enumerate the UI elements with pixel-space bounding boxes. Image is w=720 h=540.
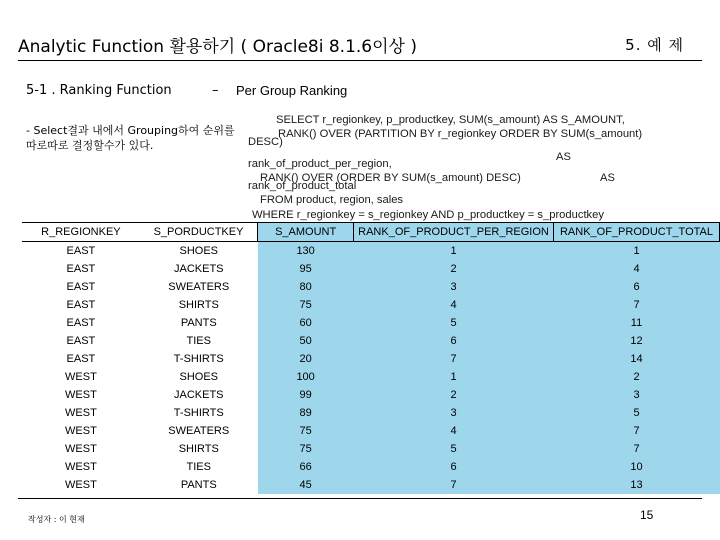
cell-product: SWEATERS [168,281,230,293]
results-table [22,222,720,494]
cell-rank-per-region: 2 [354,260,554,278]
cell-region: WEST [65,371,97,383]
cell-rank-per-region: 2 [354,386,554,404]
cell-amount: 95 [258,260,354,278]
cell-rank-total: 1 [554,242,720,261]
sql-line-10: WHERE r_regionkey = s_regionkey AND p_productkey = s_productkey [252,209,604,221]
cell-rank-per-region: 5 [354,314,554,332]
column-header-region: R_REGIONKEY [22,223,140,242]
cell-product: SHIRTS [178,443,219,455]
subheading: 5-1 . Ranking Function [26,83,172,98]
cell-region: EAST [66,299,96,311]
cell-amount: 130 [258,242,354,261]
cell-region: WEST [65,479,97,491]
sql-line-9: FROM product, region, sales [260,194,404,206]
subheading-dash: – [212,83,219,98]
cell-rank-per-region: 4 [354,296,554,314]
top-divider [18,60,702,61]
sql-line-1: SELECT r_regionkey, p_productkey, SUM(s_amount) AS S_AMOUNT, [276,114,625,126]
table-row [22,278,720,296]
cell-product: TIES [186,335,211,347]
cell-region: WEST [65,425,97,437]
table-body [22,242,720,495]
cell-product: T-SHIRTS [173,353,224,365]
cell-rank-total: 2 [554,368,720,386]
cell-amount: 100 [258,368,354,386]
cell-rank-per-region: 1 [354,368,554,386]
sql-line-6: RANK() OVER (ORDER BY SUM(s_amount) DESC) [260,172,521,184]
description-note: - Select결과 내에서 Grouping하여 순위를 따로따로 결정할수가 있다. [26,124,235,152]
sql-line-5: rank_of_product_per_region, [248,158,392,170]
cell-rank-total: 10 [554,458,720,476]
cell-rank-total: 11 [554,314,720,332]
cell-rank-per-region: 5 [354,440,554,458]
cell-amount: 66 [258,458,354,476]
cell-rank-total: 7 [554,422,720,440]
cell-amount: 80 [258,278,354,296]
cell-rank-per-region: 6 [354,458,554,476]
cell-rank-per-region: 3 [354,278,554,296]
table-row [22,314,720,332]
cell-rank-per-region: 7 [354,350,554,368]
table-row [22,242,720,261]
table-row [22,296,720,314]
table-row [22,350,720,368]
cell-rank-per-region: 1 [354,242,554,261]
bottom-divider [18,498,702,499]
column-header-product: S_PORDUCTKEY [140,223,258,242]
cell-rank-total: 7 [554,296,720,314]
cell-product: SWEATERS [168,425,230,437]
cell-amount: 60 [258,314,354,332]
cell-amount: 75 [258,440,354,458]
table-row [22,422,720,440]
cell-rank-per-region: 6 [354,332,554,350]
table-row [22,440,720,458]
table-row [22,458,720,476]
cell-rank-per-region: 7 [354,476,554,494]
cell-rank-total: 12 [554,332,720,350]
cell-rank-total: 13 [554,476,720,494]
cell-region: EAST [66,317,96,329]
sql-line-3: DESC) [248,136,283,148]
section-label: 5. 예 제 [625,36,684,54]
cell-amount: 75 [258,422,354,440]
cell-product: T-SHIRTS [173,407,224,419]
cell-product: TIES [186,461,211,473]
cell-rank-total: 14 [554,350,720,368]
cell-rank-per-region: 4 [354,422,554,440]
sql-line-4: AS [556,151,571,163]
cell-amount: 99 [258,386,354,404]
cell-product: JACKETS [174,263,224,275]
cell-product: JACKETS [174,389,224,401]
column-header-amount: S_AMOUNT [258,223,354,242]
slide-title: Analytic Function 활용하기 ( Oracle8i 8.1.6이상 ) [18,37,417,57]
table-row [22,260,720,278]
cell-region: EAST [66,335,96,347]
cell-product: PANTS [180,479,217,491]
cell-rank-total: 4 [554,260,720,278]
table-row [22,332,720,350]
cell-region: EAST [66,245,96,257]
table-row [22,404,720,422]
cell-rank-per-region: 3 [354,404,554,422]
cell-product: SHIRTS [178,299,219,311]
cell-region: WEST [65,443,97,455]
cell-rank-total: 6 [554,278,720,296]
per-group-heading: Per Group Ranking [236,83,348,98]
cell-region: WEST [65,389,97,401]
table-header-row [22,223,720,242]
column-header-rank-total: RANK_OF_PRODUCT_TOTAL [554,223,720,242]
cell-region: EAST [66,353,96,365]
sql-line-7: AS [600,172,615,184]
cell-product: SHOES [179,245,219,257]
table-row [22,368,720,386]
cell-rank-total: 3 [554,386,720,404]
cell-amount: 50 [258,332,354,350]
cell-region: WEST [65,461,97,473]
table-row [22,476,720,494]
cell-region: WEST [65,407,97,419]
author-credit: 작성자 : 이 현재 [28,515,85,524]
table-row [22,386,720,404]
cell-region: EAST [66,263,96,275]
cell-rank-total: 5 [554,404,720,422]
cell-amount: 20 [258,350,354,368]
cell-amount: 45 [258,476,354,494]
sql-line-8: rank_of_product_total [248,180,357,192]
page-number: 15 [640,508,654,522]
cell-amount: 89 [258,404,354,422]
cell-product: SHOES [179,371,219,383]
cell-product: PANTS [180,317,217,329]
cell-amount: 75 [258,296,354,314]
cell-region: EAST [66,281,96,293]
sql-line-2: RANK() OVER (PARTITION BY r_regionkey ORDER BY SUM(s_amount) [278,128,643,140]
column-header-rank-per-region: RANK_OF_PRODUCT_PER_REGION [354,223,554,242]
cell-rank-total: 7 [554,440,720,458]
